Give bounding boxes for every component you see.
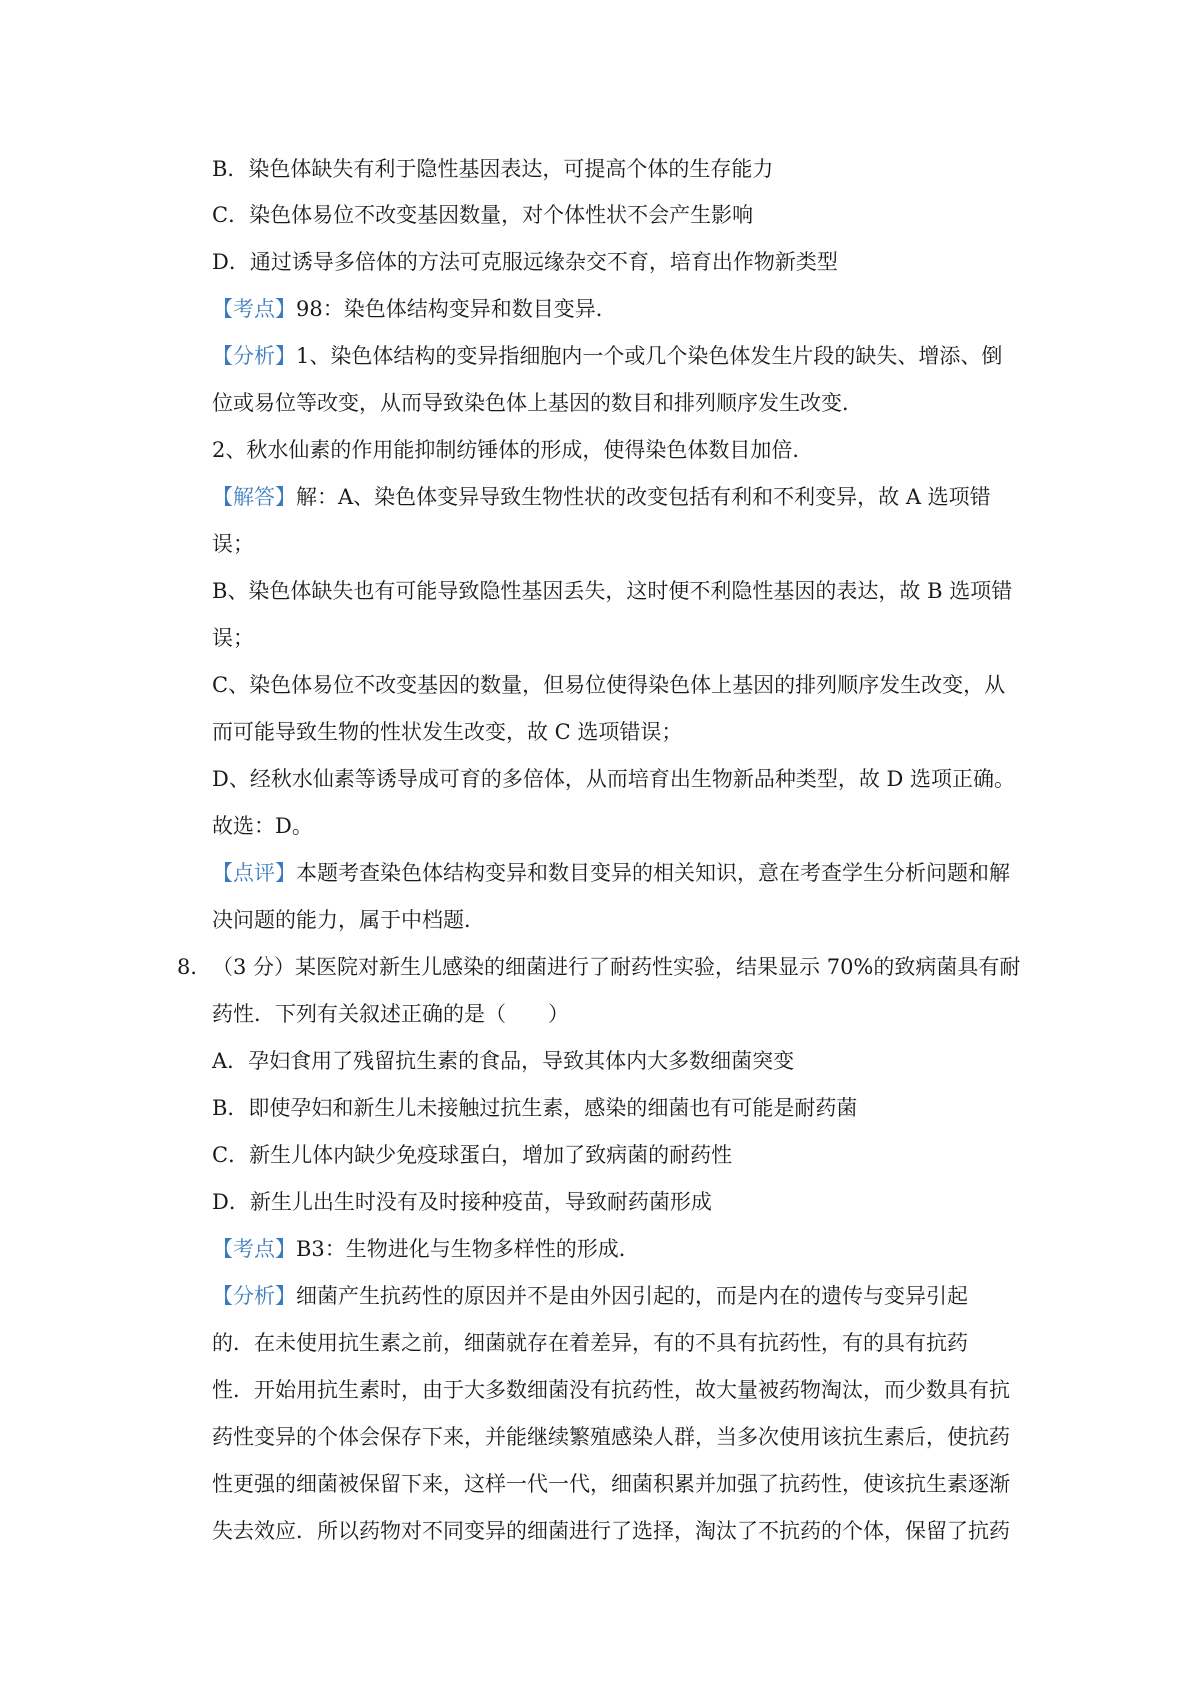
q8-option-d: D．新生儿出生时没有及时接种疫苗，导致耐药菌形成 — [212, 1190, 712, 1214]
q7-jieda-line-2: 误； — [212, 532, 254, 556]
q8-option-b: B．即使孕妇和新生儿未接触过抗生素，感染的细菌也有可能是耐药菌 — [212, 1096, 858, 1120]
q7-fenxi-line-2: 位或易位等改变，从而导致染色体上基因的数目和排列顺序发生改变． — [212, 391, 863, 415]
kaodian-tag: 【考点】 — [212, 297, 296, 321]
kaodian-text: B3：生物进化与生物多样性的形成． — [296, 1237, 640, 1261]
fenxi-tag: 【分析】 — [212, 344, 296, 368]
q7-jieda-line-7: D、经秋水仙素等诱导成可育的多倍体，从而培育出生物新品种类型，故 D 选项正确。 — [212, 767, 1016, 791]
dianping-tag: 【点评】 — [212, 861, 296, 885]
kaodian-tag: 【考点】 — [212, 1237, 296, 1261]
q7-dianping-line-1 — [212, 858, 1010, 888]
dianping-text: 本题考查染色体结构变异和数目变异的相关知识，意在考查学生分析问题和解 — [296, 861, 1010, 885]
q8-fenxi-line-2: 的．在未使用抗生素之前，细菌就存在着差异，有的不具有抗药性，有的具有抗药 — [212, 1331, 968, 1355]
q7-jieda-line-4: 误； — [212, 626, 254, 650]
q8-option-a: A．孕妇食用了残留抗生素的食品，导致其体内大多数细菌突变 — [212, 1049, 795, 1073]
q7-fenxi-line-1 — [212, 341, 1002, 371]
jieda-text: 解：A、染色体变异导致生物性状的改变包括有利和不利变异，故 A 选项错 — [296, 485, 991, 509]
q7-kaodian — [212, 294, 617, 324]
q8-stem-line-2: 药性．下列有关叙述正确的是（ ） — [212, 1002, 569, 1026]
jieda-tag: 【解答】 — [212, 485, 296, 509]
kaodian-text: 98：染色体结构变异和数目变异． — [296, 297, 617, 321]
q8-fenxi-line-3: 性．开始用抗生素时，由于大多数细菌没有抗药性，故大量被药物淘汰，而少数具有抗 — [212, 1378, 1010, 1402]
q7-option-c: C．染色体易位不改变基因数量，对个体性状不会产生影响 — [212, 203, 754, 227]
q8-option-c: C．新生儿体内缺少免疫球蛋白，增加了致病菌的耐药性 — [212, 1143, 733, 1167]
q7-fenxi-line-3: 2、秋水仙素的作用能抑制纺锤体的形成，使得染色体数目加倍． — [212, 438, 814, 462]
fenxi-text: 1、染色体结构的变异指细胞内一个或几个染色体发生片段的缺失、增添、倒 — [296, 344, 1003, 368]
q7-option-d: D．通过诱导多倍体的方法可克服远缘杂交不育，培育出作物新类型 — [212, 250, 838, 274]
fenxi-tag: 【分析】 — [212, 1284, 296, 1308]
q7-jieda-line-3: B、染色体缺失也有可能导致隐性基因丢失，这时便不利隐性基因的表达，故 B 选项错 — [212, 579, 1013, 603]
q8-fenxi-line-6: 失去效应．所以药物对不同变异的细菌进行了选择，淘汰了不抗药的个体，保留了抗药 — [212, 1519, 1010, 1543]
q7-jieda-line-5: C、染色体易位不改变基因的数量，但易位使得染色体上基因的排列顺序发生改变，从 — [212, 673, 1006, 697]
q7-jieda-line-6: 而可能导致生物的性状发生改变，故 C 选项错误； — [212, 720, 683, 744]
q7-dianping-line-2: 决问题的能力，属于中档题． — [212, 908, 485, 932]
q8-fenxi-line-5: 性更强的细菌被保留下来，这样一代一代，细菌积累并加强了抗药性，使该抗生素逐渐 — [212, 1472, 1010, 1496]
q8-kaodian — [212, 1234, 640, 1264]
q7-option-b: B．染色体缺失有利于隐性基因表达，可提高个体的生存能力 — [212, 157, 774, 181]
q8-stem-line-1: （3 分）某医院对新生儿感染的细菌进行了耐药性实验，结果显示 70%的致病菌具有耐 — [212, 955, 1021, 979]
fenxi-text: 细菌产生抗药性的原因并不是由外因引起的，而是内在的遗传与变异引起 — [296, 1284, 968, 1308]
q8-fenxi-line-4: 药性变异的个体会保存下来，并能继续繁殖感染人群，当多次使用该抗生素后，使抗药 — [212, 1425, 1010, 1449]
q7-jieda-line-8: 故选：D。 — [212, 814, 313, 838]
q7-jieda-line-1 — [212, 482, 991, 512]
q8-fenxi-line-1 — [212, 1281, 968, 1311]
q8-number: 8． — [177, 955, 212, 979]
